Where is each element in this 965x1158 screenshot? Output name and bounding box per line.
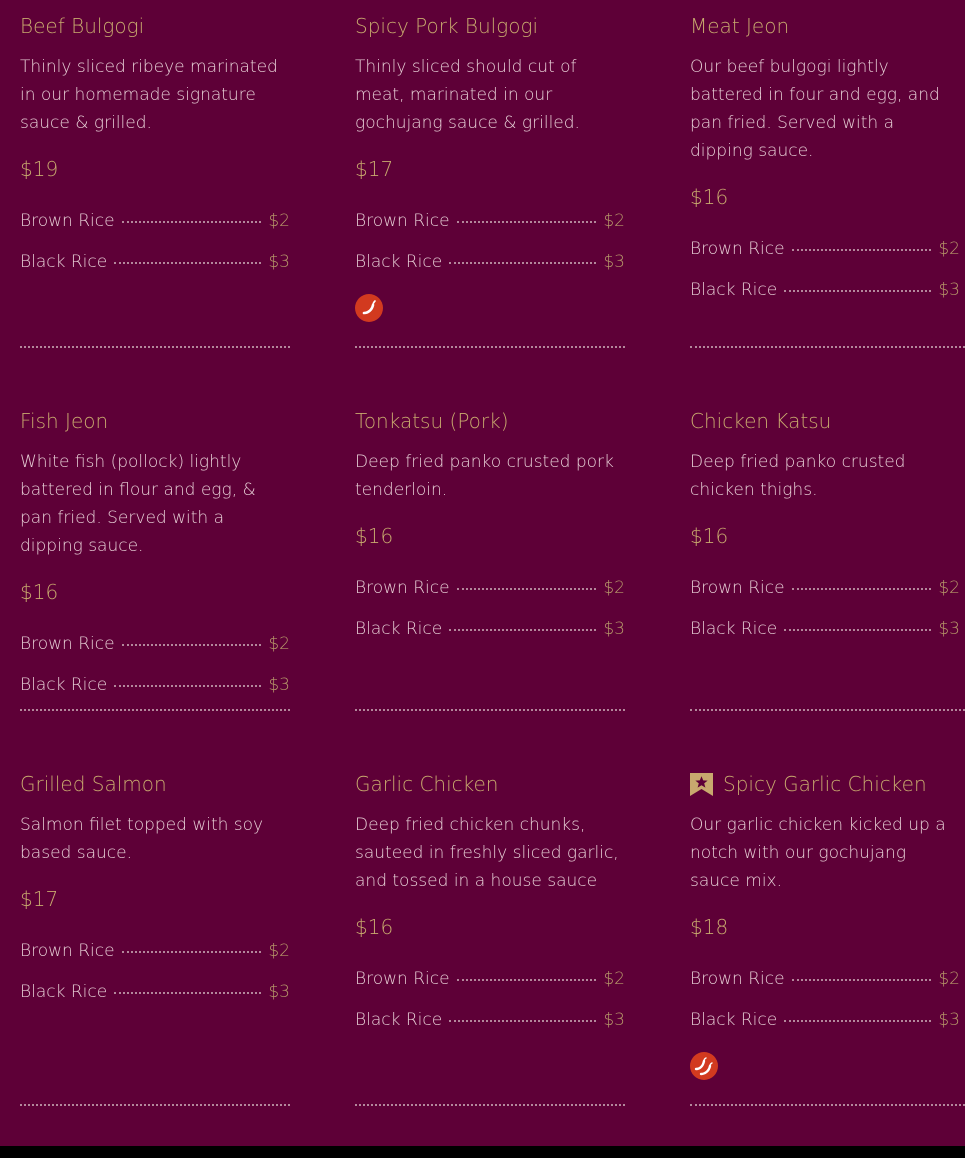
menu-item-fish-jeon [20,407,290,697]
item-price: $16 [690,185,729,209]
option-label: Brown Rice [690,239,785,259]
dotted-divider [690,1104,965,1106]
item-description: White fish (pollock) lightly battered in flour and egg, & pan fried. Served with a dipping sauce. [20,452,256,556]
item-name: Tonkatsu (Pork) [355,409,509,433]
item-name: Grilled Salmon [20,772,167,796]
menu-item-tonkatsu [355,407,625,641]
star-bookmark-icon [690,773,713,796]
menu-item-meat-jeon [690,12,965,302]
option-row [355,209,625,233]
option-label: Black Rice [355,1010,443,1030]
option-row [690,617,960,641]
option-price: $2 [603,578,625,598]
item-description: Our garlic chicken kicked up a notch with our gochujang sauce mix. [690,815,946,891]
dotted-divider [20,709,290,711]
item-price: $17 [355,157,394,181]
item-price: $17 [20,887,59,911]
option-row [690,967,960,991]
option-price: $2 [938,578,960,598]
option-row [355,617,625,641]
dotted-leader [457,588,597,590]
option-label: Black Rice [690,1010,778,1030]
item-name: Spicy Pork Bulgogi [355,14,539,38]
item-description: Thinly sliced ribeye marinated in our homemade signature sauce & grilled. [20,57,278,133]
option-row [355,967,625,991]
option-price: $2 [603,969,625,989]
dotted-leader [114,262,261,264]
option-label: Brown Rice [355,211,450,231]
dotted-divider [355,1104,625,1106]
option-row [690,576,960,600]
option-price: $3 [938,1010,960,1030]
option-price: $2 [268,634,290,654]
double-chili-pepper-icon [690,1052,718,1080]
option-row [20,980,290,1004]
dotted-divider [355,346,625,348]
option-label: Brown Rice [690,969,785,989]
option-row [355,576,625,600]
item-price: $16 [355,915,394,939]
dotted-leader [784,1020,931,1022]
option-price: $2 [603,211,625,231]
item-price: $16 [355,524,394,548]
menu-item-garlic-chicken [355,770,625,1032]
option-label: Brown Rice [355,969,450,989]
option-label: Brown Rice [690,578,785,598]
dotted-leader [792,588,932,590]
option-price: $3 [938,280,960,300]
menu-item-grilled-salmon [20,770,290,1004]
option-label: Black Rice [20,252,108,272]
dotted-leader [457,979,597,981]
option-price: $3 [268,982,290,1002]
dotted-leader [449,629,596,631]
item-name: Meat Jeon [690,14,790,38]
option-row [20,632,290,656]
option-row [20,250,290,274]
option-row [690,278,960,302]
option-price: $2 [938,969,960,989]
option-label: Black Rice [20,982,108,1002]
option-label: Brown Rice [355,578,450,598]
option-price: $2 [938,239,960,259]
option-row [355,1008,625,1032]
option-price: $3 [938,619,960,639]
option-price: $2 [268,941,290,961]
option-label: Black Rice [20,675,108,695]
option-price: $3 [603,619,625,639]
dotted-leader [784,290,931,292]
dotted-leader [449,1020,596,1022]
dotted-leader [457,221,597,223]
item-price: $18 [690,915,729,939]
option-price: $3 [603,1010,625,1030]
dotted-leader [784,629,931,631]
option-row [20,939,290,963]
dotted-divider [20,1104,290,1106]
item-name: Chicken Katsu [690,409,832,433]
item-price: $16 [690,524,729,548]
item-description: Thinly sliced should cut of meat, marinated in our gochujang sauce & grilled. [355,57,580,133]
item-description: Deep fried chicken chunks, sauteed in freshly sliced garlic, and tossed in a house sauce [355,815,619,891]
item-price: $19 [20,157,59,181]
item-name: Spicy Garlic Chicken [723,772,927,796]
dotted-leader [122,951,262,953]
option-label: Black Rice [690,280,778,300]
item-description: Deep fried panko crusted pork tenderloin. [355,452,614,500]
menu-item-spicy-pork-bulgogi [355,12,625,322]
option-price: $3 [603,252,625,272]
option-row [20,673,290,697]
item-description: Salmon filet topped with soy based sauce. [20,815,264,863]
menu-item-chicken-katsu [690,407,965,641]
chili-pepper-icon [355,294,383,322]
option-row [20,209,290,233]
option-label: Black Rice [355,252,443,272]
dotted-leader [114,992,261,994]
option-row [690,237,960,261]
item-description: Our beef bulgogi lightly battered in four and egg, and pan fried. Served with a dipping sauce. [690,57,940,161]
dotted-divider [690,346,965,348]
dotted-divider [355,709,625,711]
option-row [355,250,625,274]
option-price: $3 [268,675,290,695]
option-label: Brown Rice [20,211,115,231]
option-price: $2 [268,211,290,231]
item-name: Garlic Chicken [355,772,499,796]
item-name: Fish Jeon [20,409,109,433]
dotted-divider [20,346,290,348]
dotted-leader [122,221,262,223]
item-description: Deep fried panko crusted chicken thighs. [690,452,906,500]
option-label: Brown Rice [20,634,115,654]
dotted-leader [122,644,262,646]
dotted-leader [792,249,932,251]
item-price: $16 [20,580,59,604]
option-label: Brown Rice [20,941,115,961]
dotted-leader [449,262,596,264]
item-name-row [690,770,965,798]
menu-item-beef-bulgogi [20,12,290,274]
option-label: Black Rice [355,619,443,639]
option-price: $3 [268,252,290,272]
item-name: Beef Bulgogi [20,14,145,38]
option-label: Black Rice [690,619,778,639]
dotted-divider [690,709,965,711]
dotted-leader [114,685,261,687]
dotted-leader [792,979,932,981]
option-row [690,1008,960,1032]
menu-item-spicy-garlic-chicken [690,770,965,1080]
